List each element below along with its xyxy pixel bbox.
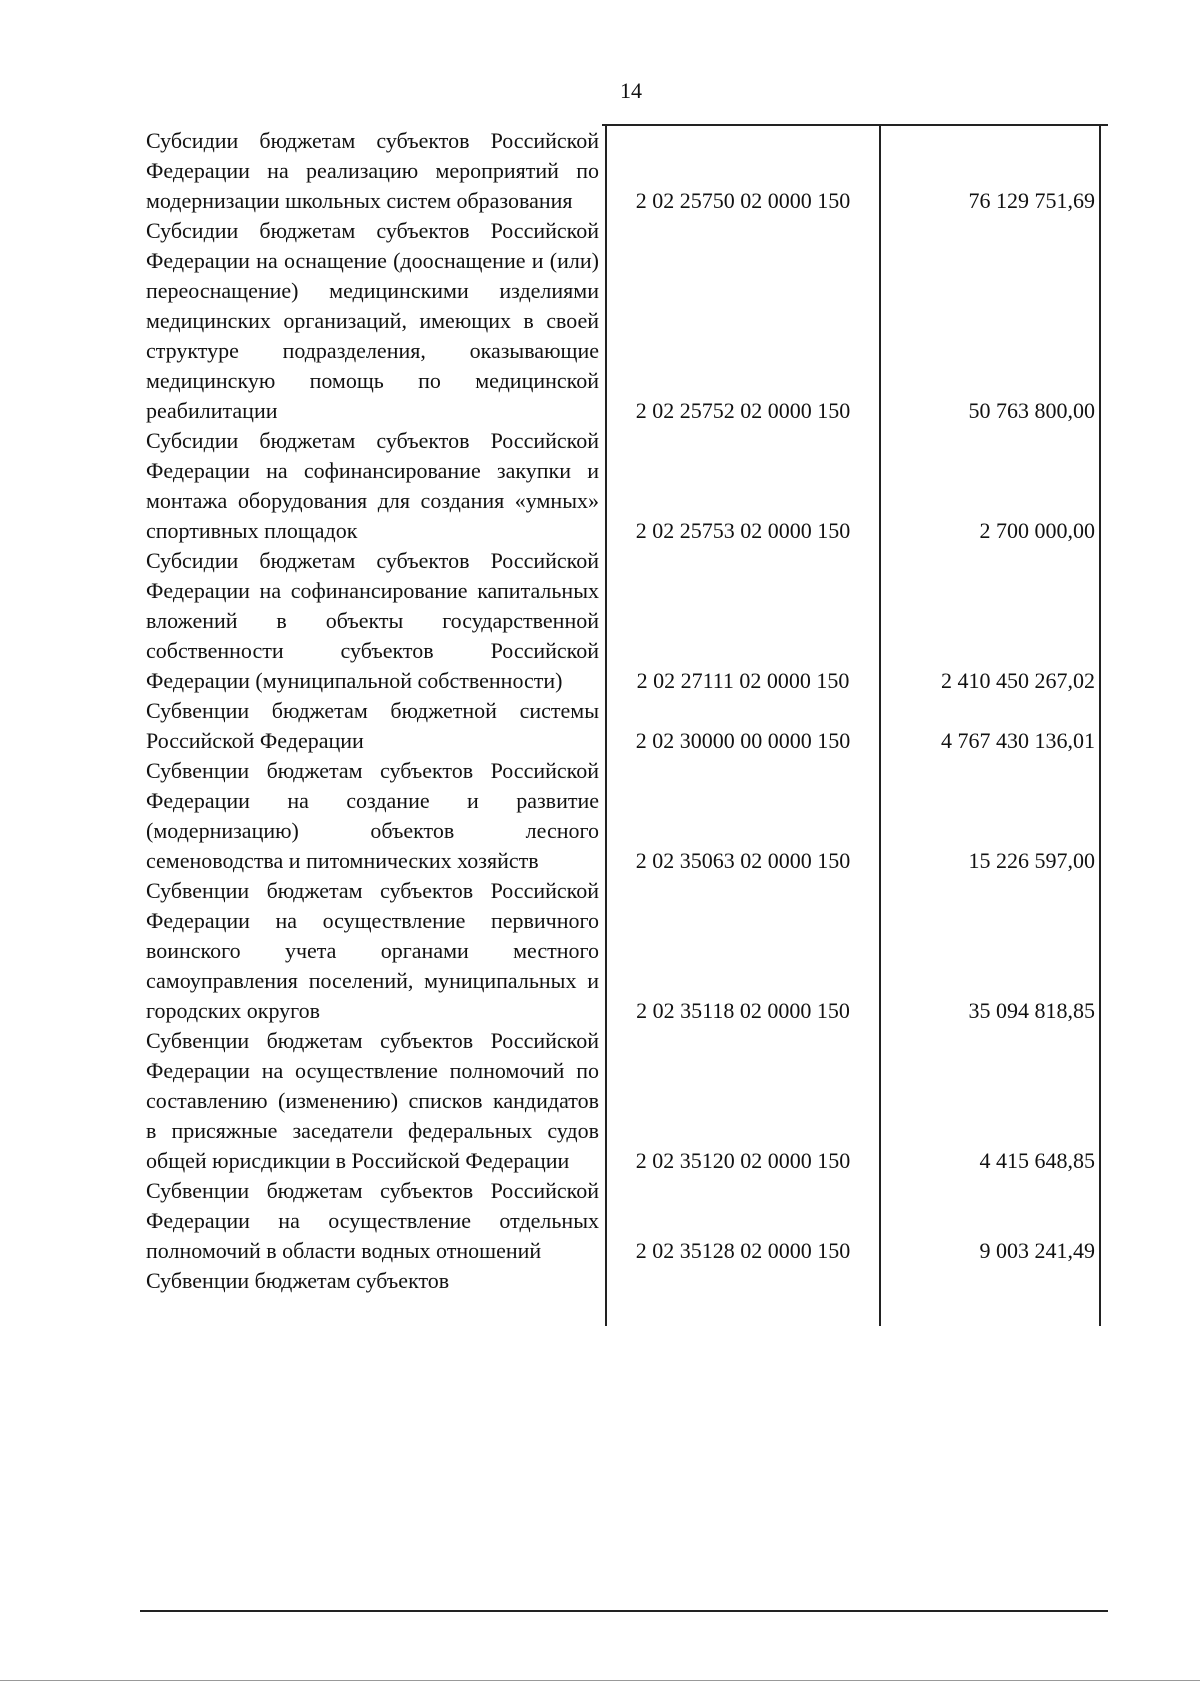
row-code: 2 02 35118 02 0000 150 (606, 876, 880, 1026)
budget-table (140, 126, 1101, 1326)
row-code: 2 02 35063 02 0000 150 (606, 756, 880, 876)
row-amount (880, 1266, 1100, 1326)
table-row (140, 876, 1100, 1026)
table-row (140, 126, 1100, 216)
table-row (140, 216, 1100, 426)
row-amount: 2 410 450 267,02 (880, 546, 1100, 696)
row-code: 2 02 25750 02 0000 150 (606, 126, 880, 216)
row-description: Субвенции бюджетам субъектов Российской Федерации на осуществление первичного воинского учета органами местного самоуправления поселений, муниципальных и городских округов (140, 876, 606, 1026)
table-row (140, 1266, 1100, 1326)
row-description: Субвенции бюджетам субъектов Российской Федерации на создание и развитие (модернизацию) объектов лесного семеноводства и питомнических хозяйств (140, 756, 606, 876)
table-row (140, 696, 1100, 756)
row-amount: 9 003 241,49 (880, 1176, 1100, 1266)
scan-edge-line (0, 1680, 1200, 1681)
row-amount: 4 767 430 136,01 (880, 696, 1100, 756)
row-description: Субсидии бюджетам субъектов Российской Федерации на реализацию мероприятий по модернизации школьных систем образования (140, 126, 606, 216)
row-amount: 50 763 800,00 (880, 216, 1100, 426)
table-row (140, 1176, 1100, 1266)
row-description: Субвенции бюджетам субъектов Российской Федерации на осуществление отдельных полномочий в области водных отношений (140, 1176, 606, 1266)
row-amount: 76 129 751,69 (880, 126, 1100, 216)
page-number: 14 (620, 78, 642, 103)
table-row (140, 546, 1100, 696)
row-description: Субвенции бюджетам бюджетной системы Российской Федерации (140, 696, 606, 756)
row-amount: 4 415 648,85 (880, 1026, 1100, 1176)
table-row (140, 426, 1100, 546)
row-amount: 15 226 597,00 (880, 756, 1100, 876)
row-description: Субсидии бюджетам субъектов Российской Федерации на оснащение (дооснащение и (или) переоснащение) медицинскими изделиями медицинских организаций, имеющих в своей структуре подразделения, оказывающие медицинскую помощь по медицинской реабилитации (140, 216, 606, 426)
row-code: 2 02 30000 00 0000 150 (606, 696, 880, 756)
row-code: 2 02 25752 02 0000 150 (606, 216, 880, 426)
row-description: Субсидии бюджетам субъектов Российской Федерации на софинансирование капитальных вложений в объекты государственной собственности субъектов Российской Федерации (муниципальной собственности) (140, 546, 606, 696)
table-bottom-rule (140, 1610, 1108, 1612)
row-code: 2 02 27111 02 0000 150 (606, 546, 880, 696)
row-code: 2 02 35128 02 0000 150 (606, 1176, 880, 1266)
row-code: 2 02 25753 02 0000 150 (606, 426, 880, 546)
row-description: Субвенции бюджетам субъектов (140, 1266, 606, 1326)
row-amount: 2 700 000,00 (880, 426, 1100, 546)
row-description: Субвенции бюджетам субъектов Российской Федерации на осуществление полномочий по составлению (изменению) списков кандидатов в присяжные заседатели федеральных судов общей юрисдикции в Российской Федерации (140, 1026, 606, 1176)
table-row (140, 1026, 1100, 1176)
row-description: Субсидии бюджетам субъектов Российской Федерации на софинансирование закупки и монтажа оборудования для создания «умных» спортивных площадок (140, 426, 606, 546)
row-code: 2 02 35120 02 0000 150 (606, 1026, 880, 1176)
row-amount: 35 094 818,85 (880, 876, 1100, 1026)
row-code (606, 1266, 880, 1326)
table-row (140, 756, 1100, 876)
